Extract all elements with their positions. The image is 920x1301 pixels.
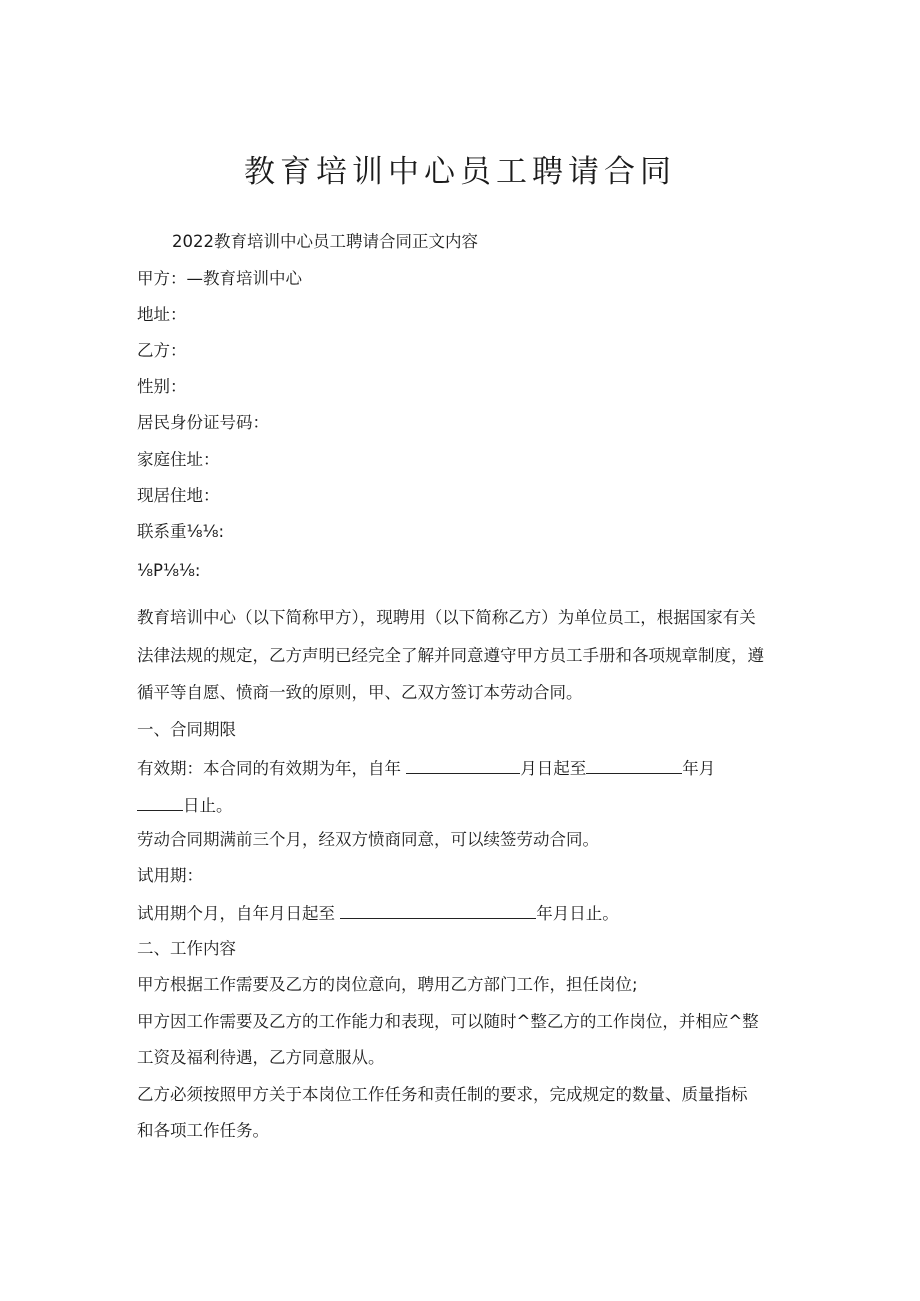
field-home-address: 家庭住址： <box>137 450 220 469</box>
renewal-text: 劳动合同期满前三个月，经双方愤商同意，可以续签劳动合同。 <box>137 830 599 849</box>
probation-label: 试用期： <box>137 866 203 885</box>
section2-paragraph-2-line-2: 工资及福利待遇，乙方同意服从。 <box>137 1048 385 1067</box>
section2-heading: 二、工作内容 <box>137 939 236 958</box>
validity-line <box>137 757 715 780</box>
intro-line-3: 循平等自愿、愤商一致的原则，甲、乙双方签订本劳动合同。 <box>137 683 583 702</box>
field-party-a: 甲方：—教育培训中心 <box>137 269 302 288</box>
field-fax: ⅛P⅛⅛: <box>137 561 201 580</box>
section1-heading: 一、合同期限 <box>137 720 236 739</box>
blank-field-probation-end[interactable] <box>340 902 536 919</box>
field-current-address: 现居住地： <box>137 486 220 505</box>
blank-field-end-day[interactable] <box>137 794 183 811</box>
blank-field-start-year[interactable] <box>406 757 520 774</box>
validity-text-c: 年月 <box>682 759 716 778</box>
field-address: 地址： <box>137 305 187 324</box>
section2-paragraph-1: 甲方根据工作需要及乙方的岗位意向，聘用乙方部门工作，担任岗位; <box>137 975 638 994</box>
validity-text-a: 有效期：本合同的有效期为年，自年 <box>137 759 401 778</box>
probation-line <box>137 902 619 925</box>
field-id-number: 居民身份证号码： <box>137 413 269 432</box>
document-title: 教育培训中心员工聘请合同 <box>244 154 676 190</box>
probation-text-a: 试用期个月，自年月日起至 <box>137 904 335 923</box>
section2-paragraph-3-line-2: 和各项工作任务。 <box>137 1121 269 1140</box>
blank-field-end-year[interactable] <box>586 757 682 774</box>
validity-end-text: 日止。 <box>183 796 233 815</box>
validity-text-b: 月日起至 <box>520 759 587 778</box>
document-subtitle: 2022教育培训中心员工聘请合同正文内容 <box>172 232 478 251</box>
section2-paragraph-2-line-1: 甲方因工作需要及乙方的工作能力和表现，可以随时^整乙方的工作岗位，并相应^整 <box>137 1012 759 1031</box>
intro-line-2: 法律法规的规定，乙方声明已经完全了解并同意遵守甲方员工手册和各项规章制度，遵 <box>137 646 764 665</box>
intro-line-1: 教育培训中心（以下简称甲方），现聘用（以下简称乙方）为单位员工，根据国家有关 <box>137 608 756 627</box>
field-gender: 性别： <box>137 377 187 396</box>
validity-end-line <box>137 794 233 817</box>
field-party-b: 乙方： <box>137 341 187 360</box>
field-phone: 联系重⅛⅛: <box>137 522 225 541</box>
probation-text-b: 年月日止。 <box>536 904 619 923</box>
section2-paragraph-3-line-1: 乙方必须按照甲方关于本岗位工作任务和责任制的要求，完成规定的数量、质量指标 <box>137 1085 748 1104</box>
